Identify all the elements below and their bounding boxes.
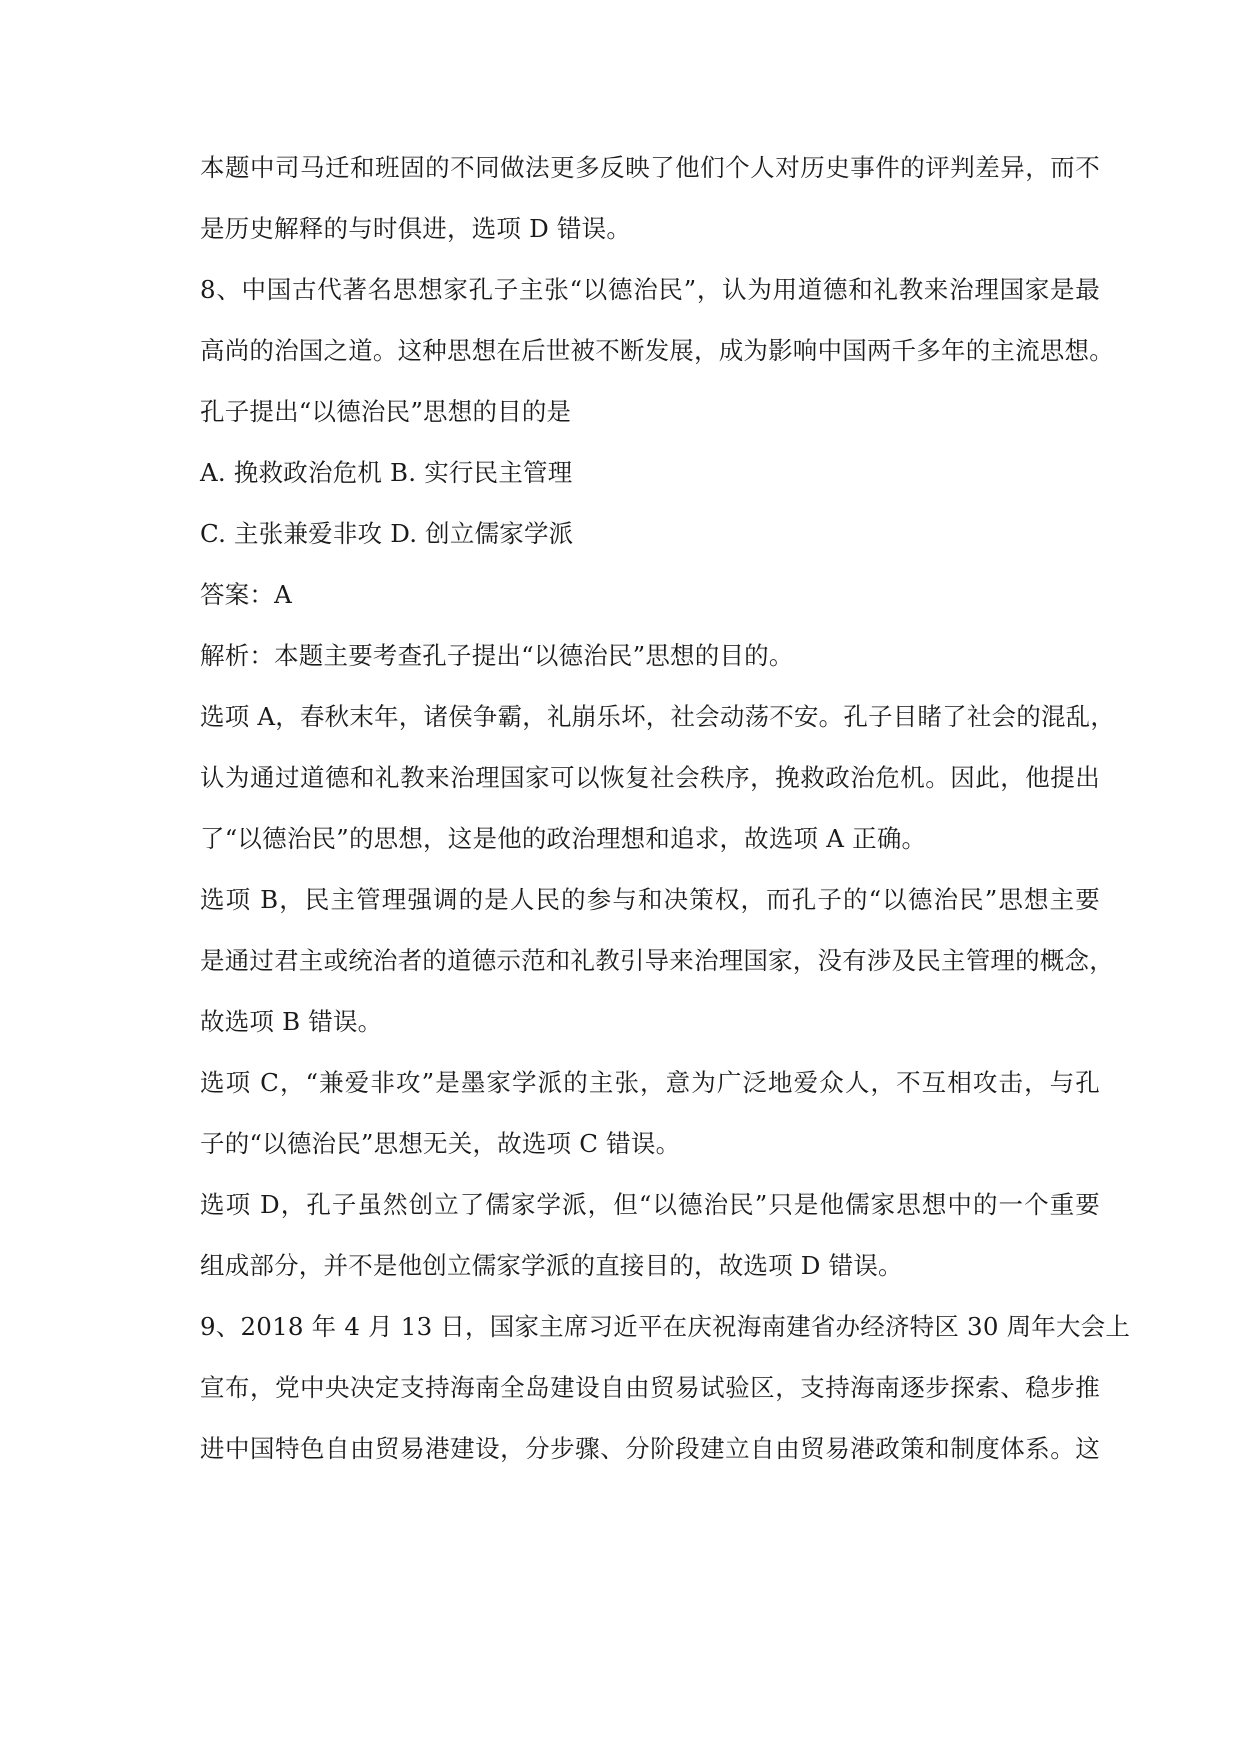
question-8-stem: 8、中国古代著名思想家孔子主张“以德治民”，认为用道德和礼教来治理国家是最 [200,275,1100,304]
text-line: 选项 D，孔子虽然创立了儒家学派，但“以德治民”只是他儒家思想中的一个重要 [200,1190,1100,1219]
text-line: 选项 B，民主管理强调的是人民的参与和决策权，而孔子的“以德治民”思想主要 [200,885,1100,914]
text-line: 组成部分，并不是他创立儒家学派的直接目的，故选项 D 错误。 [200,1251,903,1280]
answer-key: 答案：A [200,580,292,609]
question-9-stem: 9、2018 年 4 月 13 日，国家主席习近平在庆祝海南建省办经济特区 30 周年大会上 [200,1312,1131,1341]
text-line: 高尚的治国之道。这种思想在后世被不断发展，成为影响中国两千多年的主流思想。 [200,336,1114,365]
text-line: 选项 C，“兼爱非攻”是墨家学派的主张，意为广泛地爱众人，不互相攻击，与孔 [200,1068,1100,1097]
text-line: 子的“以德治民”思想无关，故选项 C 错误。 [200,1129,681,1158]
text-line: 了“以德治民”的思想，这是他的政治理想和追求，故选项 A 正确。 [200,824,927,853]
text-line: 选项 A，春秋末年，诸侯争霸，礼崩乐坏，社会动荡不安。孔子目睹了社会的混乱， [200,702,1116,731]
text-line: 宣布，党中央决定支持海南全岛建设自由贸易试验区，支持海南逐步探索、稳步推 [200,1373,1100,1402]
text-line: 进中国特色自由贸易港建设，分步骤、分阶段建立自由贸易港政策和制度体系。这 [200,1434,1100,1463]
text-line: 是通过君主或统治者的道德示范和礼教引导来治理国家，没有涉及民主管理的概念， [200,946,1114,975]
text-line: 认为通过道德和礼教来治理国家可以恢复社会秩序，挽救政治危机。因此，他提出 [200,763,1100,792]
text-line: 本题中司马迁和班固的不同做法更多反映了他们个人对历史事件的评判差异，而不 [200,153,1100,182]
text-line: 孔子提出“以德治民”思想的目的是 [200,397,572,426]
text-line: 是历史解释的与时俱进，选项 D 错误。 [200,214,632,243]
text-line: 故选项 B 错误。 [200,1007,383,1036]
analysis-heading: 解析：本题主要考查孔子提出“以德治民”思想的目的。 [200,641,794,670]
answer-options-ab: A. 挽救政治危机 B. 实行民主管理 [200,458,573,487]
answer-options-cd: C. 主张兼爱非攻 D. 创立儒家学派 [200,519,574,548]
